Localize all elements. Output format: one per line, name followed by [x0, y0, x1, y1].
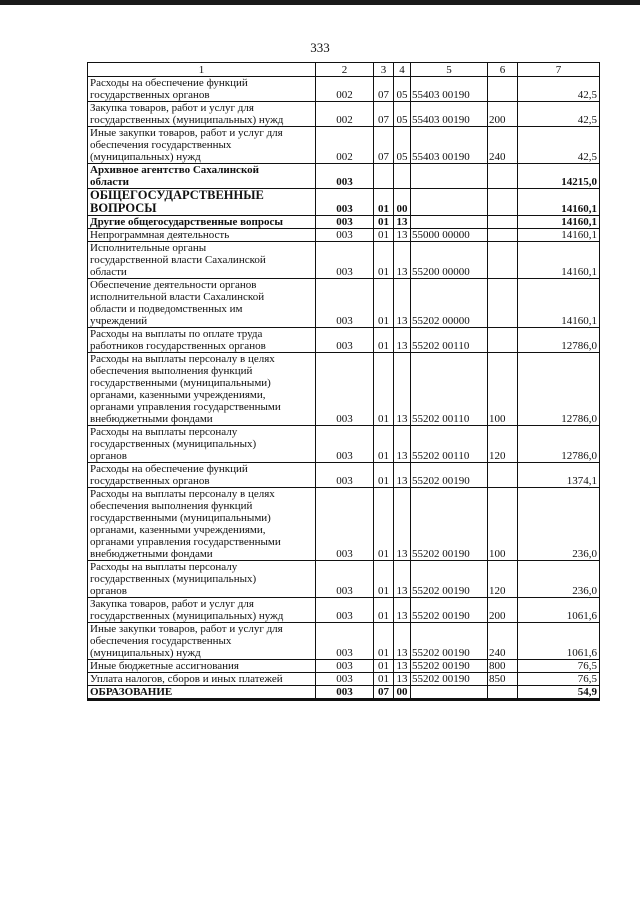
- row-name-cell: Обеспечение деятельности органов исполнительной власти Сахалинской области и подведомственных им учреждений: [88, 279, 316, 328]
- row-subsection-cell: 13: [394, 353, 411, 426]
- row-section-cell: 01: [374, 242, 394, 279]
- row-target-article-cell: 55403 00190: [411, 127, 488, 164]
- row-name-cell: Расходы на обеспечение функций государственных органов: [88, 77, 316, 102]
- table-row: [88, 660, 600, 673]
- table-row: [88, 164, 600, 189]
- row-name-cell: Непрограммная деятельность: [88, 229, 316, 242]
- row-target-article-cell: 55202 00190: [411, 463, 488, 488]
- row-amount-cell: 42,5: [518, 127, 600, 164]
- row-section-cell: 01: [374, 328, 394, 353]
- row-grbs-cell: 003: [316, 463, 374, 488]
- table-row: [88, 598, 600, 623]
- row-amount-cell: 12786,0: [518, 328, 600, 353]
- row-section-cell: 01: [374, 561, 394, 598]
- row-grbs-cell: 003: [316, 164, 374, 189]
- row-subsection-cell: 13: [394, 561, 411, 598]
- row-grbs-cell: 003: [316, 623, 374, 660]
- row-amount-cell: 54,9: [518, 686, 600, 700]
- row-amount-cell: 1374,1: [518, 463, 600, 488]
- row-amount-cell: 12786,0: [518, 426, 600, 463]
- row-grbs-cell: 003: [316, 353, 374, 426]
- row-name-cell: Другие общегосударственные вопросы: [88, 216, 316, 229]
- header-row: [88, 63, 600, 77]
- row-section-cell: 01: [374, 279, 394, 328]
- row-expense-type-cell: 100: [488, 488, 518, 561]
- row-expense-type-cell: [488, 463, 518, 488]
- row-target-article-cell: 55202 00110: [411, 353, 488, 426]
- row-grbs-cell: 003: [316, 216, 374, 229]
- row-subsection-cell: [394, 164, 411, 189]
- row-grbs-cell: 003: [316, 488, 374, 561]
- row-grbs-cell: 003: [316, 561, 374, 598]
- row-name-cell: ОБРАЗОВАНИЕ: [88, 686, 316, 700]
- row-expense-type-cell: 120: [488, 426, 518, 463]
- row-target-article-cell: [411, 686, 488, 700]
- row-expense-type-cell: 240: [488, 127, 518, 164]
- table-row: [88, 279, 600, 328]
- row-section-cell: 01: [374, 623, 394, 660]
- row-target-article-cell: 55202 00190: [411, 598, 488, 623]
- column-header: 2: [316, 63, 374, 77]
- row-target-article-cell: 55202 00190: [411, 561, 488, 598]
- row-subsection-cell: 05: [394, 77, 411, 102]
- column-header: 5: [411, 63, 488, 77]
- row-expense-type-cell: 120: [488, 561, 518, 598]
- row-section-cell: 01: [374, 463, 394, 488]
- row-amount-cell: 42,5: [518, 102, 600, 127]
- row-name-cell: Уплата налогов, сборов и иных платежей: [88, 673, 316, 686]
- table-row: [88, 463, 600, 488]
- row-expense-type-cell: [488, 229, 518, 242]
- page-number: 333: [310, 40, 330, 55]
- table-row: [88, 623, 600, 660]
- row-name-cell: Закупка товаров, работ и услуг для государственных (муниципальных) нужд: [88, 598, 316, 623]
- row-grbs-cell: 003: [316, 189, 374, 216]
- row-target-article-cell: 55403 00190: [411, 77, 488, 102]
- row-section-cell: [374, 164, 394, 189]
- row-target-article-cell: 55202 00190: [411, 673, 488, 686]
- row-target-article-cell: 55200 00000: [411, 242, 488, 279]
- row-name-cell: Исполнительные органы государственной власти Сахалинской области: [88, 242, 316, 279]
- row-grbs-cell: 002: [316, 77, 374, 102]
- row-expense-type-cell: 800: [488, 660, 518, 673]
- row-grbs-cell: 003: [316, 598, 374, 623]
- row-expense-type-cell: [488, 242, 518, 279]
- row-target-article-cell: [411, 189, 488, 216]
- row-expense-type-cell: [488, 189, 518, 216]
- row-section-cell: 01: [374, 488, 394, 561]
- row-amount-cell: 14160,1: [518, 229, 600, 242]
- row-name-cell: Архивное агентство Сахалинской области: [88, 164, 316, 189]
- row-target-article-cell: 55202 00190: [411, 623, 488, 660]
- column-header: 6: [488, 63, 518, 77]
- row-grbs-cell: 003: [316, 279, 374, 328]
- row-target-article-cell: 55202 00190: [411, 660, 488, 673]
- row-grbs-cell: 002: [316, 102, 374, 127]
- row-amount-cell: 14160,1: [518, 189, 600, 216]
- row-amount-cell: 236,0: [518, 561, 600, 598]
- row-expense-type-cell: [488, 216, 518, 229]
- row-target-article-cell: 55202 00110: [411, 426, 488, 463]
- row-subsection-cell: 13: [394, 328, 411, 353]
- table-row: [88, 77, 600, 102]
- row-target-article-cell: [411, 216, 488, 229]
- row-section-cell: 07: [374, 127, 394, 164]
- row-target-article-cell: 55202 00000: [411, 279, 488, 328]
- row-amount-cell: 42,5: [518, 77, 600, 102]
- row-name-cell: Расходы на выплаты персоналу в целях обеспечения выполнения функций государственными (муниципальными) органами, казенными учреждениями, органами управления государственными внебюджетными фондами: [88, 488, 316, 561]
- row-section-cell: 01: [374, 229, 394, 242]
- row-name-cell: Расходы на выплаты по оплате труда работников государственных органов: [88, 328, 316, 353]
- row-name-cell: Закупка товаров, работ и услуг для государственных (муниципальных) нужд: [88, 102, 316, 127]
- row-amount-cell: 1061,6: [518, 623, 600, 660]
- row-expense-type-cell: [488, 77, 518, 102]
- table-row: [88, 353, 600, 426]
- row-section-cell: 01: [374, 353, 394, 426]
- row-expense-type-cell: 100: [488, 353, 518, 426]
- row-target-article-cell: [411, 164, 488, 189]
- row-target-article-cell: 55403 00190: [411, 102, 488, 127]
- row-expense-type-cell: [488, 279, 518, 328]
- table-row: [88, 127, 600, 164]
- column-header: 3: [374, 63, 394, 77]
- row-subsection-cell: 13: [394, 623, 411, 660]
- row-subsection-cell: 13: [394, 463, 411, 488]
- row-amount-cell: 76,5: [518, 673, 600, 686]
- row-subsection-cell: 13: [394, 426, 411, 463]
- column-header: 1: [88, 63, 316, 77]
- row-grbs-cell: 002: [316, 127, 374, 164]
- row-name-cell: Расходы на выплаты персоналу государственных (муниципальных) органов: [88, 561, 316, 598]
- row-section-cell: 07: [374, 102, 394, 127]
- row-name-cell: Иные закупки товаров, работ и услуг для обеспечения государственных (муниципальных) нужд: [88, 127, 316, 164]
- row-expense-type-cell: 240: [488, 623, 518, 660]
- row-name-cell: Иные закупки товаров, работ и услуг для обеспечения государственных (муниципальных) нужд: [88, 623, 316, 660]
- column-header: 4: [394, 63, 411, 77]
- row-amount-cell: 14160,1: [518, 216, 600, 229]
- table-row: [88, 216, 600, 229]
- row-expense-type-cell: 200: [488, 598, 518, 623]
- row-name-cell: Расходы на выплаты персоналу в целях обеспечения выполнения функций государственными (муниципальными) органами, казенными учреждениями, органами управления государственными внебюджетными фондами: [88, 353, 316, 426]
- table-row: [88, 229, 600, 242]
- row-name-cell: ОБЩЕГОСУДАРСТВЕННЫЕ ВОПРОСЫ: [88, 189, 316, 216]
- row-subsection-cell: 00: [394, 189, 411, 216]
- row-subsection-cell: 13: [394, 673, 411, 686]
- row-subsection-cell: 13: [394, 229, 411, 242]
- row-expense-type-cell: [488, 686, 518, 700]
- row-target-article-cell: 55202 00110: [411, 328, 488, 353]
- table-row: [88, 561, 600, 598]
- row-expense-type-cell: [488, 328, 518, 353]
- row-subsection-cell: 13: [394, 598, 411, 623]
- row-subsection-cell: 13: [394, 660, 411, 673]
- row-amount-cell: 12786,0: [518, 353, 600, 426]
- column-header: 7: [518, 63, 600, 77]
- table-row: [88, 242, 600, 279]
- row-subsection-cell: 13: [394, 242, 411, 279]
- row-amount-cell: 236,0: [518, 488, 600, 561]
- table-row: [88, 102, 600, 127]
- table-row: [88, 426, 600, 463]
- row-section-cell: 01: [374, 598, 394, 623]
- row-section-cell: 07: [374, 686, 394, 700]
- row-section-cell: 01: [374, 216, 394, 229]
- row-grbs-cell: 003: [316, 426, 374, 463]
- row-expense-type-cell: [488, 164, 518, 189]
- row-grbs-cell: 003: [316, 242, 374, 279]
- row-target-article-cell: 55000 00000: [411, 229, 488, 242]
- row-grbs-cell: 003: [316, 660, 374, 673]
- row-grbs-cell: 003: [316, 229, 374, 242]
- row-name-cell: Расходы на обеспечение функций государственных органов: [88, 463, 316, 488]
- table-row: [88, 189, 600, 216]
- row-amount-cell: 14160,1: [518, 242, 600, 279]
- table-row: [88, 686, 600, 700]
- row-grbs-cell: 003: [316, 673, 374, 686]
- row-subsection-cell: 13: [394, 488, 411, 561]
- table-row: [88, 328, 600, 353]
- row-target-article-cell: 55202 00190: [411, 488, 488, 561]
- row-amount-cell: 14215,0: [518, 164, 600, 189]
- row-grbs-cell: 003: [316, 686, 374, 700]
- row-subsection-cell: 05: [394, 102, 411, 127]
- row-subsection-cell: 00: [394, 686, 411, 700]
- budget-table: [87, 62, 600, 701]
- row-subsection-cell: 05: [394, 127, 411, 164]
- table-row: [88, 673, 600, 686]
- row-name-cell: Иные бюджетные ассигнования: [88, 660, 316, 673]
- top-border-rule: [0, 0, 640, 5]
- row-amount-cell: 14160,1: [518, 279, 600, 328]
- row-section-cell: 07: [374, 77, 394, 102]
- row-subsection-cell: 13: [394, 279, 411, 328]
- row-expense-type-cell: 200: [488, 102, 518, 127]
- row-amount-cell: 76,5: [518, 660, 600, 673]
- row-subsection-cell: 13: [394, 216, 411, 229]
- row-name-cell: Расходы на выплаты персоналу государственных (муниципальных) органов: [88, 426, 316, 463]
- row-section-cell: 01: [374, 189, 394, 216]
- row-expense-type-cell: 850: [488, 673, 518, 686]
- row-section-cell: 01: [374, 673, 394, 686]
- row-grbs-cell: 003: [316, 328, 374, 353]
- table-row: [88, 488, 600, 561]
- row-section-cell: 01: [374, 426, 394, 463]
- row-section-cell: 01: [374, 660, 394, 673]
- row-amount-cell: 1061,6: [518, 598, 600, 623]
